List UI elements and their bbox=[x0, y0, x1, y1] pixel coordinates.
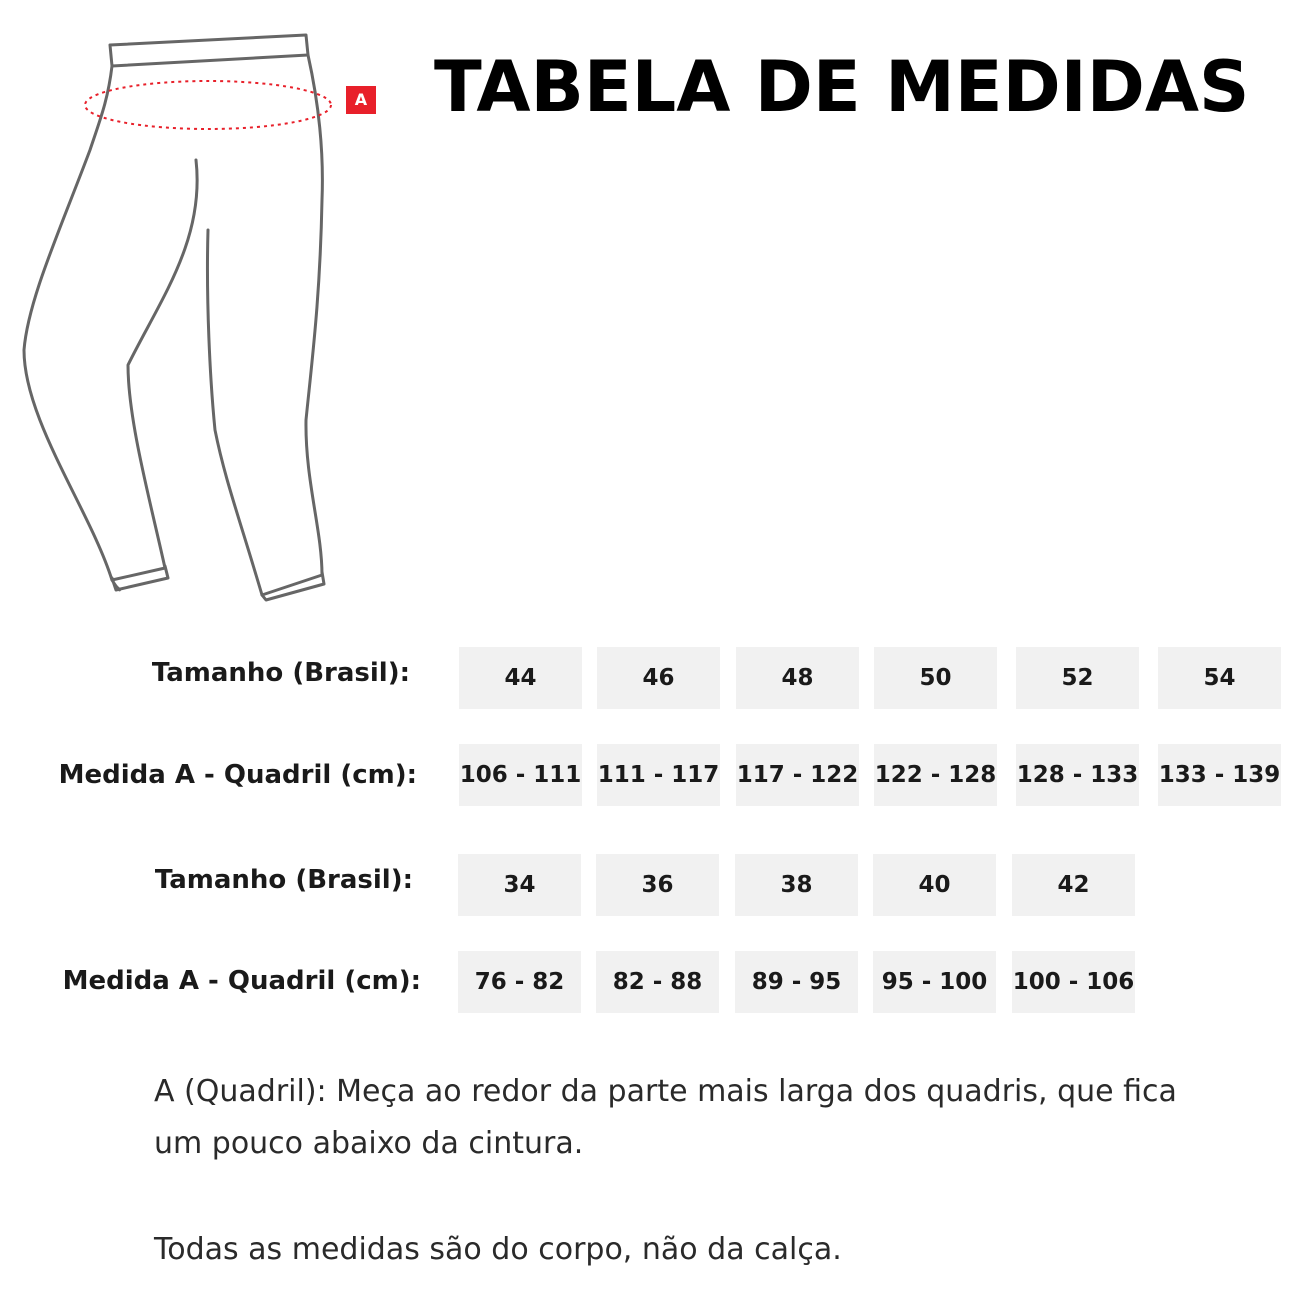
table2-measure-cell: 82 - 88 bbox=[596, 951, 719, 1013]
page-title: TABELA DE MEDIDAS bbox=[434, 46, 1250, 128]
table1-size-cell: 52 bbox=[1016, 647, 1139, 709]
table1-size-cell: 50 bbox=[874, 647, 997, 709]
table1-measure-cell: 128 - 133 bbox=[1016, 744, 1139, 806]
body-disclaimer-note: Todas as medidas são do corpo, não da calça. bbox=[154, 1232, 842, 1267]
table2-size-cell: 38 bbox=[735, 854, 858, 916]
table2-size-cell: 42 bbox=[1012, 854, 1135, 916]
table1-measure-cell: 133 - 139 bbox=[1158, 744, 1281, 806]
left-leg-outline bbox=[24, 66, 197, 580]
table1-size-cell: 54 bbox=[1158, 647, 1281, 709]
table1-measure-cell: 106 - 111 bbox=[459, 744, 582, 806]
table2-measure-cell: 89 - 95 bbox=[735, 951, 858, 1013]
table2-measure-cell: 95 - 100 bbox=[873, 951, 996, 1013]
table1-size-cell: 44 bbox=[459, 647, 582, 709]
table2-measure-label: Medida A - Quadril (cm): bbox=[62, 966, 421, 996]
hip-measure-line bbox=[85, 81, 331, 129]
table2-size-cell: 34 bbox=[458, 854, 581, 916]
measure-a-badge: A bbox=[346, 86, 376, 114]
table1-size-cell: 48 bbox=[736, 647, 859, 709]
table1-size-label: Tamanho (Brasil): bbox=[151, 658, 410, 688]
right-leg-outline bbox=[207, 55, 322, 595]
table2-size-label: Tamanho (Brasil): bbox=[154, 865, 413, 895]
table2-measure-cell: 76 - 82 bbox=[458, 951, 581, 1013]
table1-measure-label: Medida A - Quadril (cm): bbox=[58, 760, 417, 790]
table2-size-cell: 40 bbox=[873, 854, 996, 916]
table1-size-cell: 46 bbox=[597, 647, 720, 709]
table1-measure-cell: 111 - 117 bbox=[597, 744, 720, 806]
table2-size-cell: 36 bbox=[596, 854, 719, 916]
hip-instruction-note: A (Quadril): Meça ao redor da parte mais larga dos quadris, que fica um pouco abaixo da cintura. bbox=[154, 1074, 1177, 1161]
table1-measure-cell: 117 - 122 bbox=[736, 744, 859, 806]
table2-measure-cell: 100 - 106 bbox=[1012, 951, 1135, 1013]
table1-measure-cell: 122 - 128 bbox=[874, 744, 997, 806]
waistband-outline bbox=[110, 35, 308, 66]
